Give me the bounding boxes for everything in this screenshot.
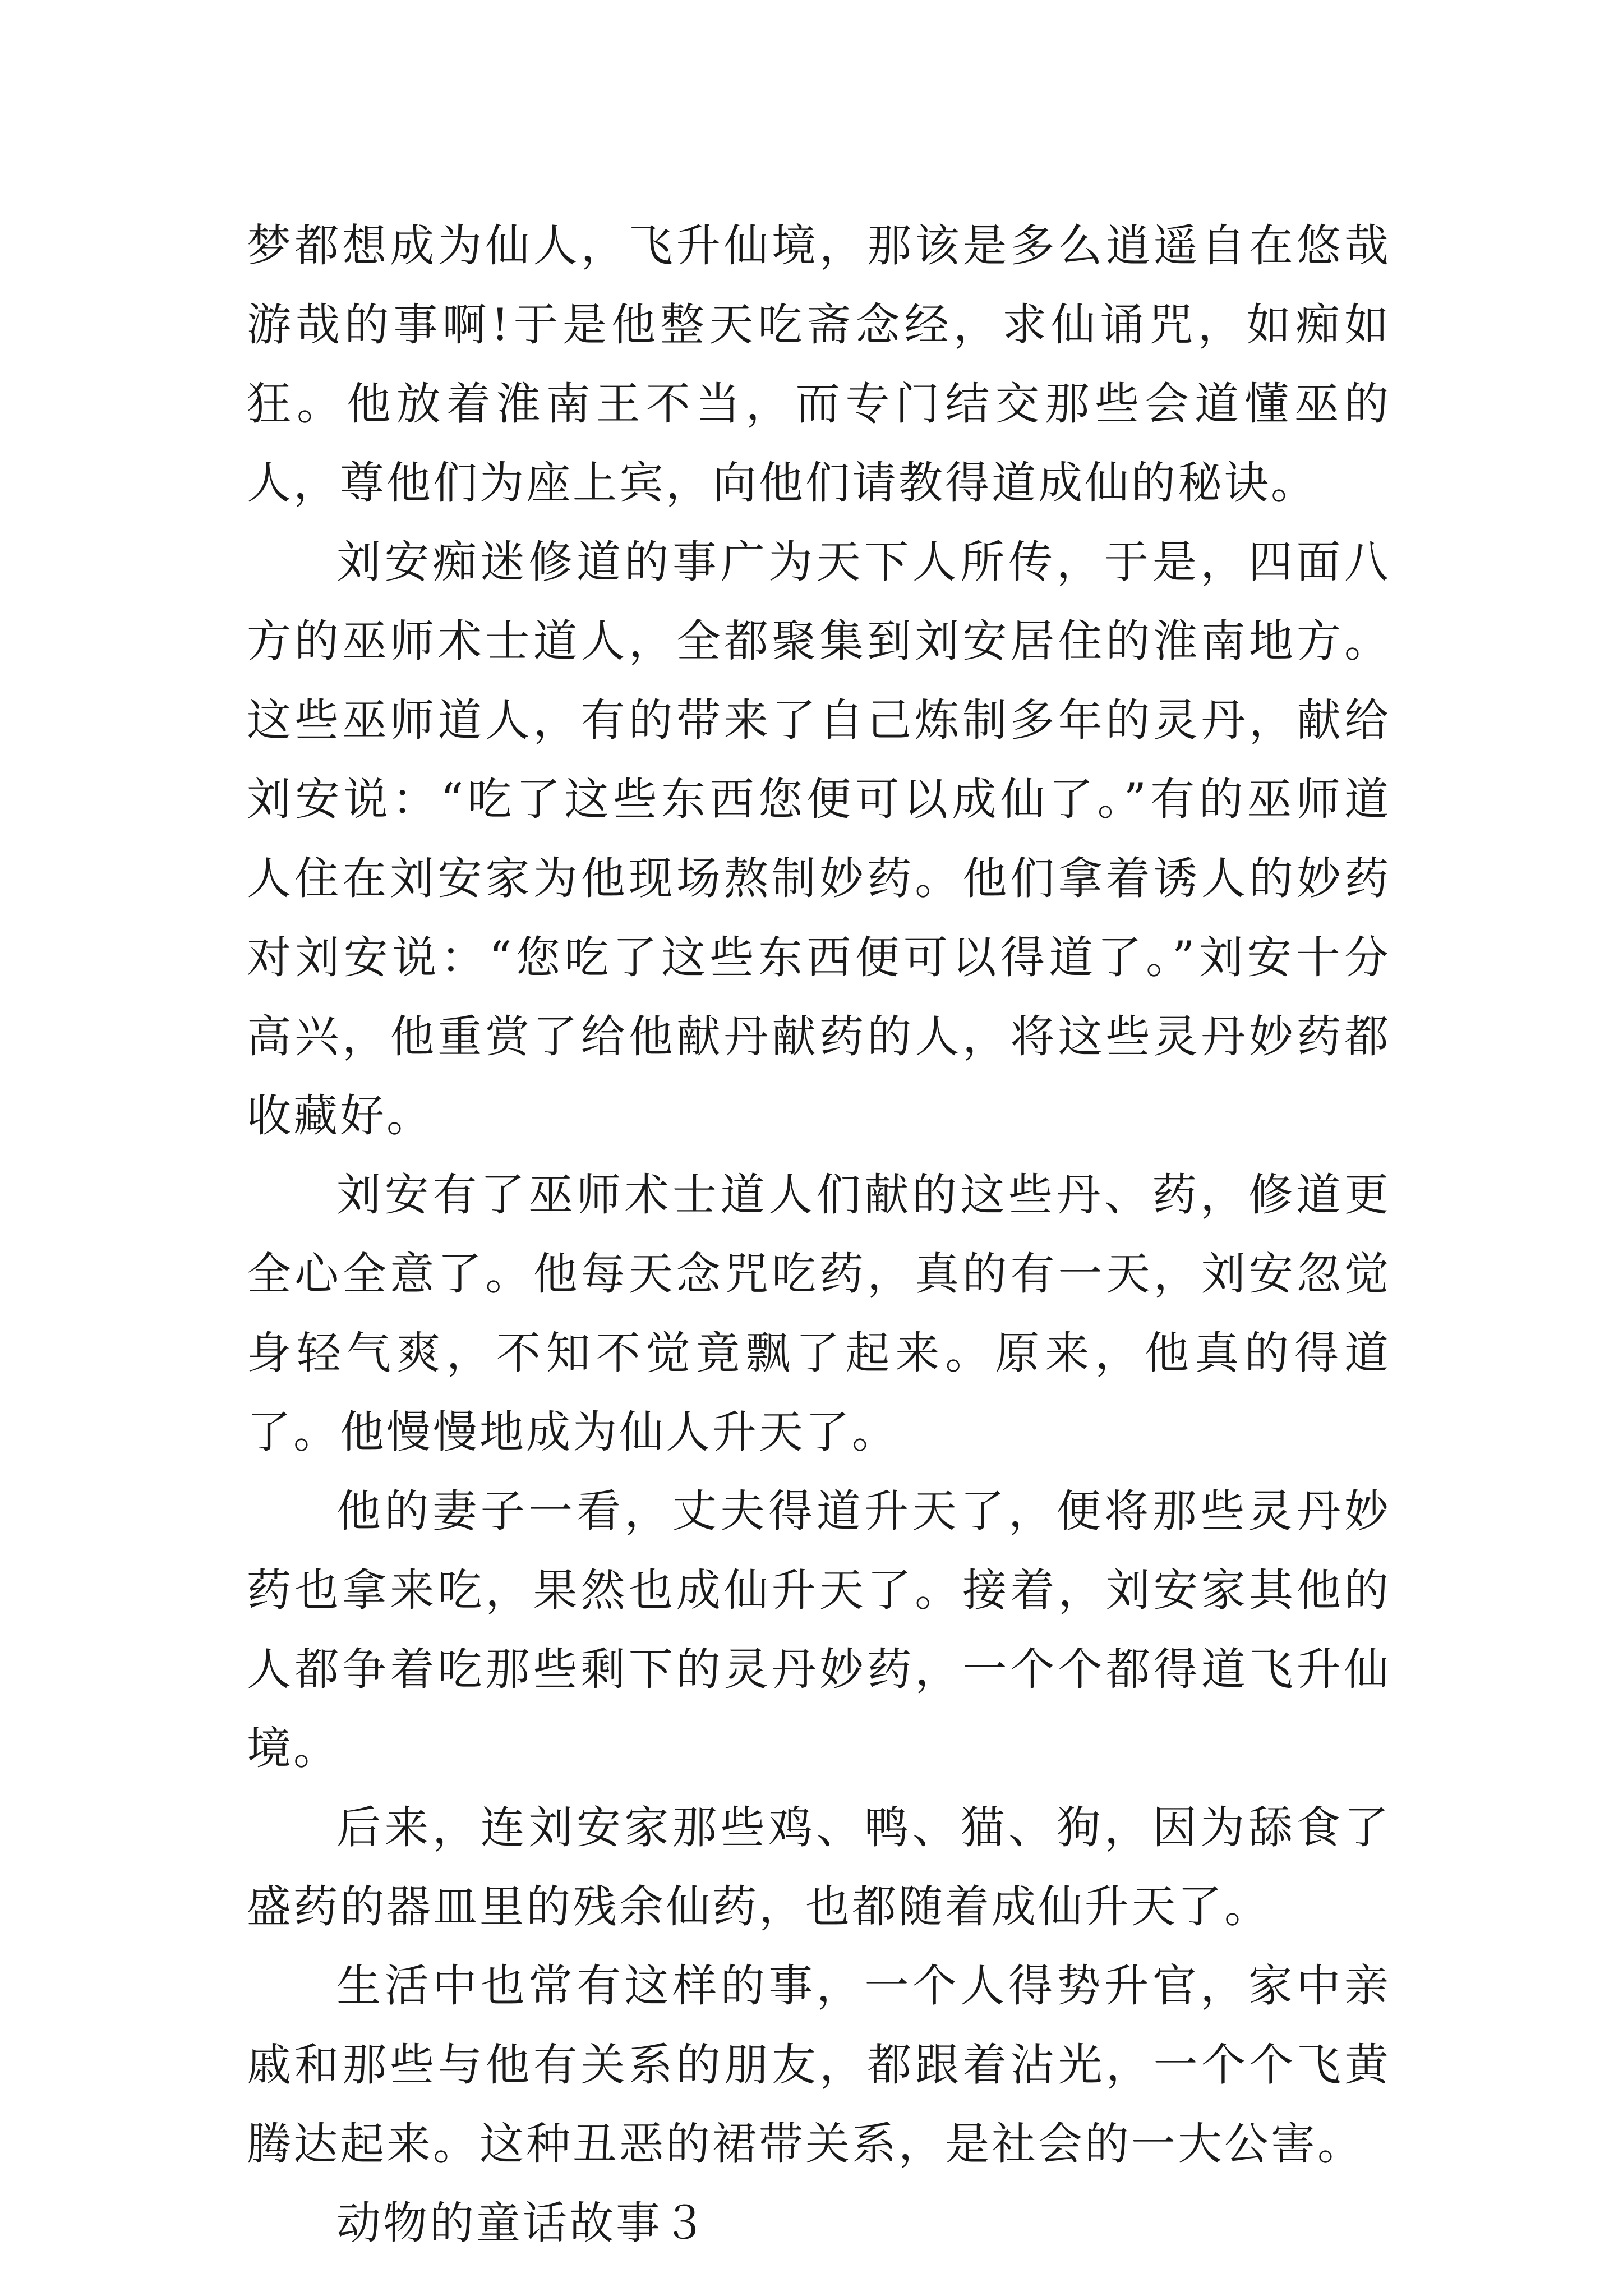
paragraph-wife-ascends: 他的妻子一看，丈夫得道升天了，便将那些灵丹妙药也拿来吃，果然也成仙升天了。接着，刘安家其他的人都争着吃那些剩下的灵丹妙药，一个个都得道飞升仙境。	[247, 1485, 1391, 1774]
document-body	[247, 206, 1391, 2263]
paragraph-liuan-taoism: 刘安痴迷修道的事广为天下人所传，于是，四面八方的巫师术士道人，全都聚集到刘安居住的淮南地方。这些巫师道人，有的带来了自己炼制多年的灵丹，献给刘安说：“吃了这些东西您便可以成仙了。”有的巫师道人住在刘安家为他现场熬制妙药。他们拿着诱人的妙药对刘安说：“您吃了这些东西便可以得道了。”刘安十分高兴，他重赏了给他献丹献药的人，将这些灵丹妙药都收藏好。	[247, 536, 1391, 1142]
paragraph-liuan-ascends: 刘安有了巫师术士道人们献的这些丹、药，修道更全心全意了。他每天念咒吃药，真的有一天，刘安忽觉身轻气爽，不知不觉竟飘了起来。原来，他真的得道了。他慢慢地成为仙人升天了。	[247, 1169, 1391, 1458]
section-title: 动物的童话故事３	[336, 2197, 709, 2249]
paragraph-animals-ascend: 后来，连刘安家那些鸡、鸭、猫、狗，因为舔食了盛药的器皿里的残余仙药，也都随着成仙升天了。	[247, 1802, 1391, 1932]
paragraph-continued: 梦都想成为仙人，飞升仙境，那该是多么逍遥自在悠哉游哉的事啊!于是他整天吃斋念经，求仙诵咒，如痴如狂。他放着淮南王不当，而专门结交那些会道懂巫的人，尊他们为座上宾，向他们请教得道成仙的秘诀。	[247, 220, 1391, 509]
paragraph-moral: 生活中也常有这样的事，一个人得势升官，家中亲戚和那些与他有关系的朋友，都跟着沾光，一个个飞黄腾达起来。这种丑恶的裙带关系，是社会的一大公害。	[247, 1960, 1391, 2170]
